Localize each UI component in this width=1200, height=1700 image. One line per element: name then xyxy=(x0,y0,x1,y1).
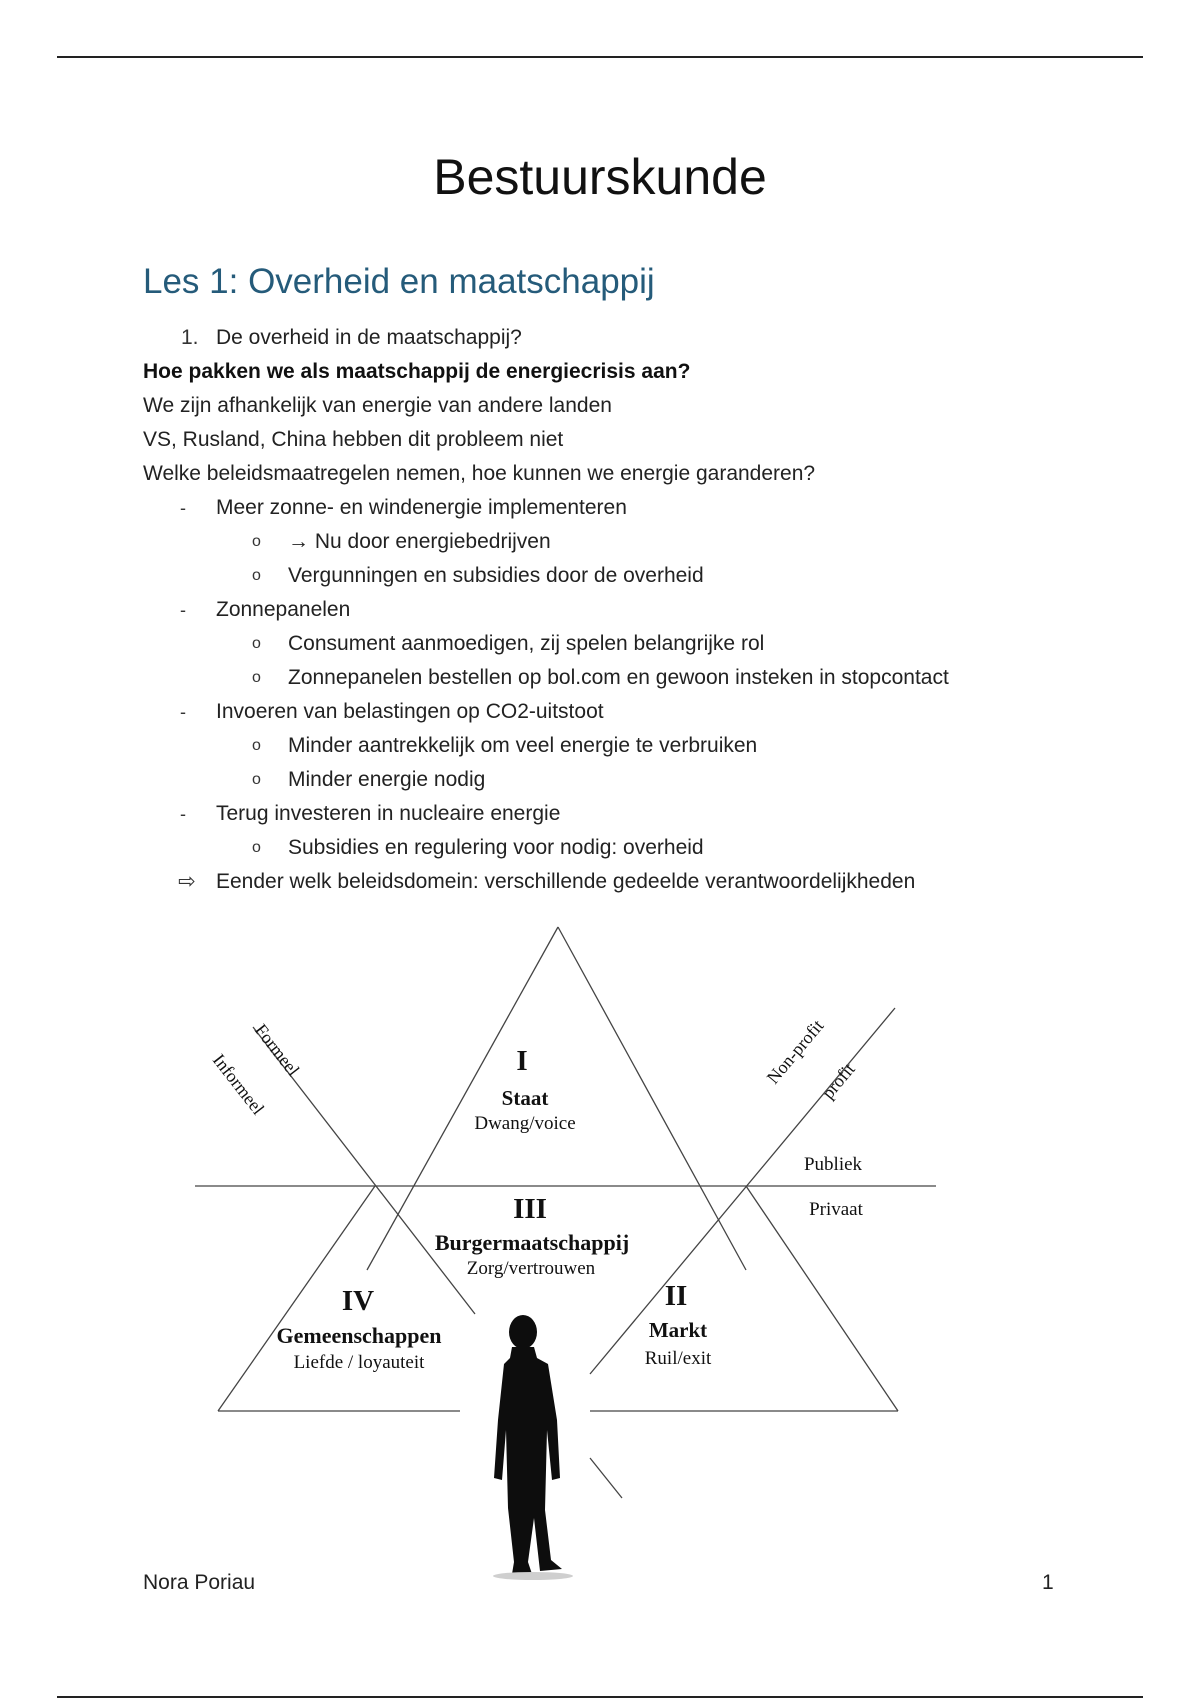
profit-nonprofit-line xyxy=(590,1008,895,1374)
circle-bullet: o xyxy=(252,669,261,686)
sector-mode: Zorg/vertrouwen xyxy=(466,1258,596,1279)
sub-bullet-item: Subsidies en regulering voor nodig: overheid xyxy=(288,836,704,859)
list-number: 1. xyxy=(181,326,199,349)
sub-bullet-item: Minder aantrekkelijk om veel energie te verbruiken xyxy=(288,734,758,757)
bullet-item: Invoeren van belastingen op CO2-uitstoot xyxy=(216,700,604,723)
profit-label: profit xyxy=(817,1059,859,1103)
sub-bullet-item: Consument aanmoedigen, zij spelen belangrijke rol xyxy=(288,632,765,655)
sector-numeral: III xyxy=(513,1193,547,1225)
bullet-item: Zonnepanelen xyxy=(216,598,351,621)
sector-name: Burgermaatschappij xyxy=(434,1230,630,1255)
informeel-label: Informeel xyxy=(208,1050,269,1119)
sector-name: Markt xyxy=(648,1318,708,1342)
sector-mode: Ruil/exit xyxy=(644,1348,712,1369)
dash-bullet: - xyxy=(180,702,186,722)
conclusion-text: Eender welk beleidsdomein: verschillende gedeelde verantwoordelijkheden xyxy=(216,870,916,893)
sector-numeral: I xyxy=(516,1045,528,1077)
page-number: 1 xyxy=(1042,1571,1054,1594)
arrow-bullet-icon: ⇨ xyxy=(178,870,196,893)
footer-author: Nora Poriau xyxy=(143,1571,256,1594)
circle-bullet: o xyxy=(252,567,261,584)
circle-bullet: o xyxy=(252,771,261,788)
nonprofit-label: Non-profit xyxy=(762,1015,828,1088)
tick-line xyxy=(590,1458,622,1498)
sector-mode: Liefde / loyauteit xyxy=(293,1352,425,1373)
sector-name: Staat xyxy=(501,1086,549,1110)
paragraph: We zijn afhankelijk van energie van andere landen xyxy=(143,394,612,417)
footer-rule xyxy=(57,1696,1143,1698)
circle-bullet: o xyxy=(252,737,261,754)
dash-bullet: - xyxy=(180,498,186,518)
bullet-item: Meer zonne- en windenergie implementeren xyxy=(216,496,627,519)
triangle-line xyxy=(558,927,746,1270)
formeel-label: Formeel xyxy=(250,1020,304,1080)
sub-bullet-item: Minder energie nodig xyxy=(288,768,486,791)
sub-bullet-item: → Nu door energiebedrijven xyxy=(288,530,551,553)
person-silhouette-icon xyxy=(493,1315,573,1580)
welfare-triangle-diagram xyxy=(0,900,1200,1580)
dash-bullet: - xyxy=(180,600,186,620)
circle-bullet: o xyxy=(252,635,261,652)
header-rule xyxy=(57,56,1143,58)
question-heading: Hoe pakken we als maatschappij de energiecrisis aan? xyxy=(143,360,691,383)
circle-bullet: o xyxy=(252,533,261,550)
sector-mode: Dwang/voice xyxy=(474,1113,576,1134)
privaat-label: Privaat xyxy=(809,1199,863,1220)
lesson-heading: Les 1: Overheid en maatschappij xyxy=(143,262,655,301)
publiek-label: Publiek xyxy=(803,1154,863,1175)
paragraph: Welke beleidsmaatregelen nemen, hoe kunnen we energie garanderen? xyxy=(143,462,816,485)
sector-numeral: IV xyxy=(341,1285,375,1317)
numbered-item-text: De overheid in de maatschappij? xyxy=(216,326,522,349)
sub-bullet-item: Zonnepanelen bestellen op bol.com en gewoon insteken in stopcontact xyxy=(288,666,949,689)
paragraph: VS, Rusland, China hebben dit probleem niet xyxy=(143,428,564,451)
sector-name: Gemeenschappen xyxy=(276,1323,442,1348)
document-title: Bestuurskunde xyxy=(433,149,767,205)
dash-bullet: - xyxy=(180,804,186,824)
bullet-item: Terug investeren in nucleaire energie xyxy=(216,802,561,825)
sub-bullet-item: Vergunningen en subsidies door de overheid xyxy=(288,564,704,587)
sector-numeral: II xyxy=(664,1280,688,1312)
circle-bullet: o xyxy=(252,839,261,856)
